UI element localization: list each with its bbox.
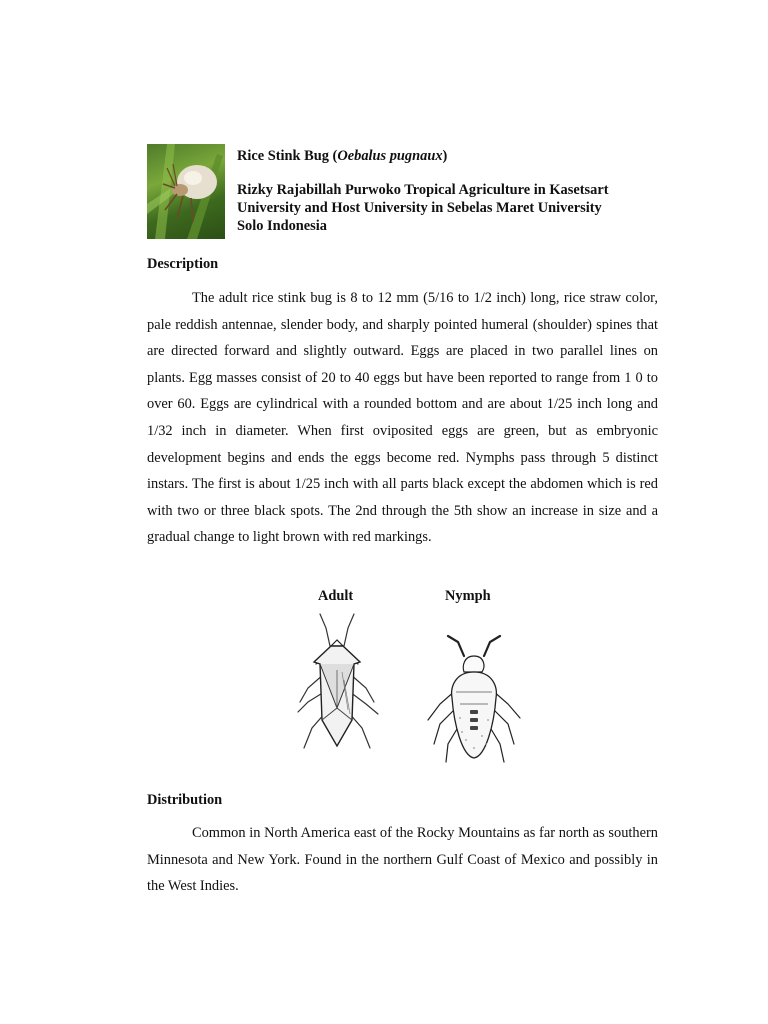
distribution-heading: Distribution bbox=[147, 792, 223, 808]
author-affiliation: Rizky Rajabillah Purwoko Tropical Agriculture in Kasetsart University and Host University in Sebelas Maret University Solo Indonesia bbox=[237, 182, 609, 234]
title-block bbox=[237, 147, 667, 235]
nymph-label: Nymph bbox=[445, 588, 491, 604]
stink-bug-photo-image bbox=[147, 144, 225, 239]
document-title: Rice Stink Bug (Oebalus pugnaux) bbox=[237, 148, 448, 164]
nymph-bug-illustration bbox=[420, 632, 532, 773]
species-name: Oebalus pugnaux bbox=[337, 148, 443, 164]
description-heading: Description bbox=[147, 256, 219, 272]
distribution-paragraph: Common in North America east of the Rocky Mountains as far north as southern Minnesota and New York. Found in the northern Gulf Coast of Mexico and possibly in the West Indies. bbox=[147, 825, 658, 895]
stink-bug-photo bbox=[147, 144, 225, 239]
description-paragraph: The adult rice stink bug is 8 to 12 mm (5/16 to 1/2 inch) long, rice straw color, pale reddish antennae, slender body, and sharply pointed humeral (shoulder) spines that are directed forward and slightly outward. Eggs are placed in two parallel lines on plants. Egg masses consist of 20 to 40 eggs but have been reported to range from 1 0 to over 60. Eggs are cylindrical with a rounded bottom and are about 1/25 inch long and 1/32 inch in diameter. When first oviposited eggs are green, but as embryonic development begins and ends the eggs become red. Nymphs pass through 5 distinct instars. The first is about 1/25 inch with all parts black except the abdomen which is red with two or three black spots. The 2nd through the 5th show an increase in size and a gradual change to light brown with red markings. bbox=[147, 290, 658, 546]
document-header bbox=[147, 144, 667, 240]
adult-bug-drawing bbox=[282, 610, 392, 752]
adult-bug-illustration bbox=[282, 610, 392, 757]
adult-label: Adult bbox=[318, 588, 354, 604]
nymph-bug-drawing bbox=[420, 632, 532, 768]
